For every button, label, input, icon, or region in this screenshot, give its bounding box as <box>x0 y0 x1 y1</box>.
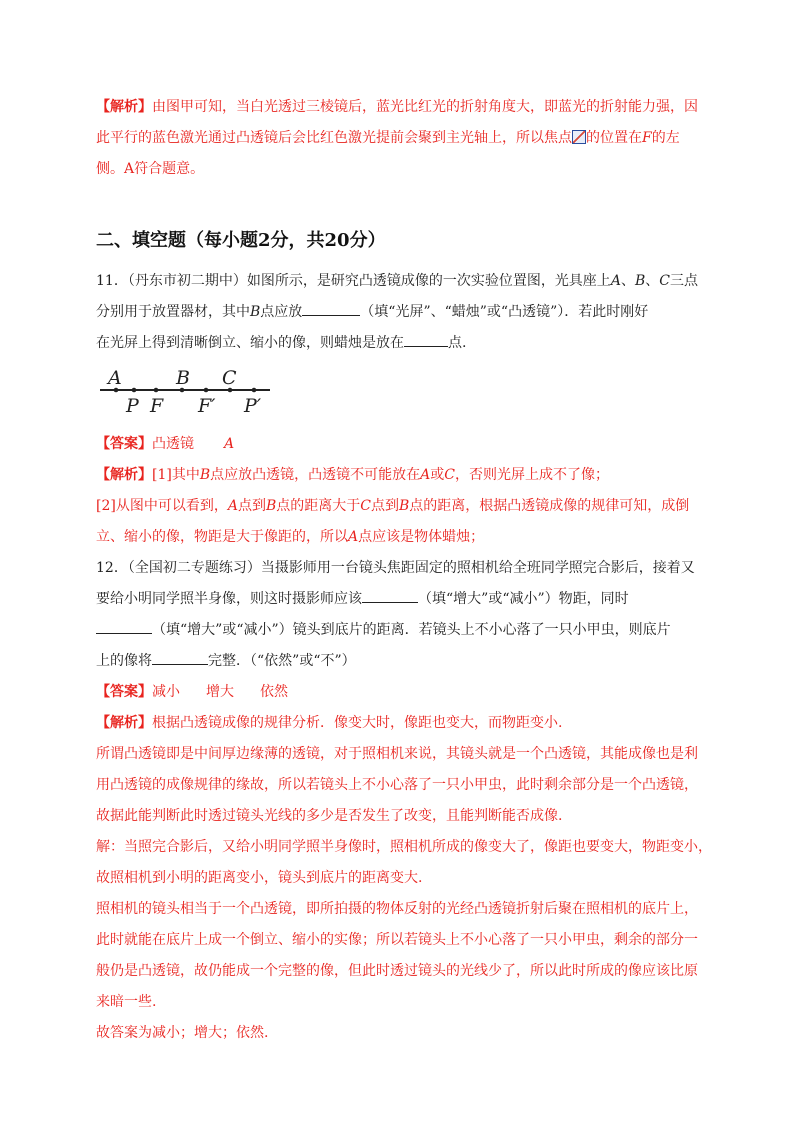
analysis-block-1 <box>96 92 706 185</box>
diagram-label-f-prime: F′ <box>198 395 216 417</box>
diagram-label-p-prime: P′ <box>244 395 262 417</box>
question-text: （填“增大”或“减小”）物距，同时 <box>418 591 629 607</box>
question-line <box>96 266 706 297</box>
analysis-line: 来暗一些. <box>96 994 157 1010</box>
point-label: B <box>634 273 646 289</box>
question-text: 、 <box>645 273 660 289</box>
question-text: 点应放 <box>260 304 303 320</box>
analysis-line: 故据此能判断此时透过镜头光线的多少是否发生了改变，且能判断能否成像. <box>96 808 563 824</box>
focus-image-icon <box>572 130 586 144</box>
analysis-line <box>96 154 706 185</box>
point-dot-p <box>132 388 137 393</box>
question-line <box>96 584 706 615</box>
question-text: 分别用于放置器材，其中 <box>96 304 250 320</box>
optical-bench-diagram <box>98 364 278 418</box>
question-line <box>96 297 706 328</box>
diagram-label-a: A <box>108 367 122 389</box>
diagram-label-b: B <box>176 367 190 389</box>
answer-11 <box>96 429 706 460</box>
analysis-text: 点的距离大于 <box>276 498 361 514</box>
analysis-line: 所谓凸透镜即是中间厚边缘薄的透镜，对于照相机来说，其镜头就是一个凸透镜，其能成像也是利 <box>96 746 698 762</box>
point-label: C <box>360 498 371 514</box>
analysis-text: 此平行的蓝色激光通过凸透镜后会比红色激光提前会聚到主光轴上，所以焦点 <box>96 130 572 146</box>
answer-value: 凸透镜 <box>152 436 194 452</box>
analysis-line <box>96 522 706 553</box>
analysis-text: 或 <box>430 467 445 483</box>
analysis-line: 故答案为减小；增大；依然. <box>96 1025 269 1041</box>
analysis-text: 由图甲可知，当白光透过三棱镜后，蓝光比红光的折射角度大，即蓝光的折射能力强，因 <box>152 99 698 115</box>
analysis-line <box>96 92 706 123</box>
question-text: 要给小明同学照半身像，则这时摄影师应该 <box>96 591 362 607</box>
analysis-line: 照相机的镜头相当于一个凸透镜，即所拍摄的物体反射的光经凸透镜折射后聚在照相机的底片上， <box>96 901 698 917</box>
analysis-text: [2]从图中可以看到， <box>96 498 228 514</box>
question-text: 完整．（“依然”或“不”） <box>208 653 356 669</box>
question-text: 在光屏上得到清晰倒立、缩小的像，则蜡烛是放在 <box>96 335 404 351</box>
analysis-text: 点到 <box>237 498 266 514</box>
question-line <box>96 328 706 359</box>
analysis-line <box>96 123 706 154</box>
analysis-11 <box>96 460 706 553</box>
point-dot-f <box>154 388 159 393</box>
analysis-text: [1]其中 <box>152 467 200 483</box>
analysis-text: 点的距离，根据凸透镜成像的规律可知，成倒 <box>409 498 690 514</box>
point-label: B <box>250 304 261 320</box>
analysis-text: 点应该是物体蜡烛； <box>358 529 485 545</box>
answer-blank <box>362 590 418 603</box>
analysis-line: 解：当照完合影后，又给小明同学照半身像时，照相机所成的像变大了，像距也要变大，物距变小， <box>96 839 712 855</box>
analysis-line: 般仍是凸透镜，故仍能成一个完整的像，但此时透过镜头的光线少了，所以此时所成的像应该比原 <box>96 963 698 979</box>
question-text: 11．（丹东市初二期中）如图所示，是研究凸透镜成像的一次实验位置图，光具座上 <box>96 273 611 289</box>
point-dot-f-prime <box>204 388 209 393</box>
answer-line <box>96 429 706 460</box>
point-label: C <box>444 467 455 483</box>
point-label: A <box>227 498 238 514</box>
analysis-12 <box>96 708 712 1049</box>
point-dot-p-prime <box>252 388 257 393</box>
analysis-line <box>96 708 706 739</box>
point-label: B <box>265 498 277 514</box>
question-line <box>96 553 706 584</box>
question-line <box>96 646 706 677</box>
question-line <box>96 615 706 646</box>
question-text: 三点 <box>669 273 698 289</box>
focus-letter: F <box>642 130 652 146</box>
question-12 <box>96 553 706 677</box>
analysis-line <box>96 491 706 522</box>
question-text: 点. <box>448 335 467 351</box>
answer-value: 增大 <box>206 684 234 700</box>
analysis-text: 的左 <box>651 130 680 146</box>
question-text: 、 <box>620 273 635 289</box>
analysis-tag: 【解析】 <box>96 715 152 731</box>
point-label: A <box>348 529 359 545</box>
question-text: （填“增大”或“减小”）镜头到底片的距离．若镜头上不小心落了一只小甲虫，则底片 <box>152 622 671 638</box>
diagram-label-c: C <box>222 367 237 389</box>
point-label: B <box>398 498 410 514</box>
answer-blank <box>152 652 208 665</box>
question-11 <box>96 266 706 359</box>
answer-value: 依然 <box>260 684 288 700</box>
analysis-text: 立、缩小的像，物距是大于像距的，所以 <box>96 529 348 545</box>
diagram-label-p: P <box>126 395 139 417</box>
analysis-text: 侧。A符合题意。 <box>96 161 205 177</box>
point-label: A <box>420 467 431 483</box>
diagram-label-f: F <box>150 395 164 417</box>
answer-blank <box>404 334 448 347</box>
question-text: 上的像将 <box>96 653 152 669</box>
analysis-tag: 【解析】 <box>96 467 152 483</box>
analysis-tag: 【解析】 <box>96 99 152 115</box>
analysis-text: ，否则光屏上成不了像； <box>454 467 609 483</box>
analysis-text: 点应放凸透镜，凸透镜不可能放在 <box>210 467 421 483</box>
answer-line <box>96 677 706 708</box>
answer-tag: 【答案】 <box>96 684 152 700</box>
answer-blank <box>302 303 360 316</box>
analysis-text: 根据凸透镜成像的规律分析．像变大时，像距也变大，而物距变小. <box>152 715 563 731</box>
analysis-text: 的位置在 <box>586 130 642 146</box>
answer-blank <box>96 621 152 634</box>
answer-tag: 【答案】 <box>96 436 152 452</box>
point-label: C <box>659 273 670 289</box>
analysis-line: 用凸透镜的成像规律的缘故，所以若镜头上不小心落了一只小甲虫，此时剩余部分是一个凸透镜， <box>96 777 698 793</box>
analysis-line <box>96 460 706 491</box>
answer-value: A <box>224 436 235 452</box>
question-text: （填“光屏”、“蜡烛”或“凸透镜”）．若此时刚好 <box>360 304 649 320</box>
point-label: A <box>610 273 621 289</box>
point-label: B <box>199 467 211 483</box>
question-text: 12．（全国初二专题练习）当摄影师用一台镜头焦距固定的照相机给全班同学照完合影后，接着又 <box>96 560 695 576</box>
analysis-line: 此时就能在底片上成一个倒立、缩小的实像；所以若镜头上不小心落了一只小甲虫，剩余的部分一 <box>96 932 698 948</box>
section-heading: 二、填空题（每小题2分，共20分） <box>96 230 386 251</box>
analysis-line: 故照相机到小明的距离变小，镜头到底片的距离变大. <box>96 870 423 886</box>
answer-12 <box>96 677 706 708</box>
analysis-text: 点到 <box>370 498 399 514</box>
answer-value: 减小 <box>152 684 180 700</box>
